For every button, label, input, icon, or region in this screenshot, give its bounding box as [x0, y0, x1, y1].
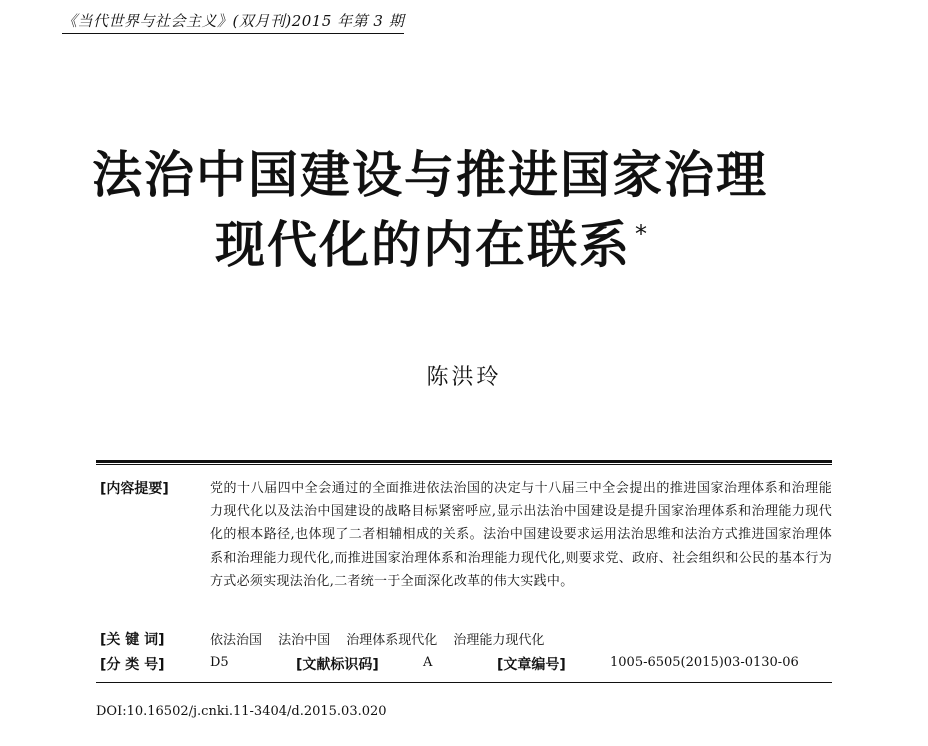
article-number-label: [文章编号]: [497, 657, 566, 673]
classification-value: D5: [210, 655, 229, 670]
article-title-line-1: 法治中国建设与推进国家治理: [92, 146, 768, 204]
classification-label: [分 类 号]: [100, 657, 165, 673]
article-title-line-2: [215, 216, 649, 274]
keywords-label: [关 键 词]: [100, 632, 165, 648]
author-name: 陈洪玲: [426, 365, 502, 390]
abstract-text: 党的十八届四中全会通过的全面推进依法治国的决定与十八届三中全会提出的推进国家治理体系和治理能力现代化以及法治中国建设的战略目标紧密呼应,显示出法治中国建设是提升国家治理体系和治理能力现代化的根本路径,也体现了二者相辅相成的关系。法治中国建设要求运用法治思维和法治方式推进国家治理体系和治理能力现代化,而推进国家治理体系和治理能力现代化,则要求党、政府、社会组织和公民的基本行为方式必须实现法治化,二者统一于全面深化改革的伟大实践中。: [210, 481, 832, 589]
document-code-label: [文献标识码]: [296, 657, 379, 673]
abstract-label: [内容提要]: [100, 481, 169, 497]
journal-header: 《当代世界与社会主义》(双月刊)2015 年第 3 期: [62, 10, 404, 34]
article-number-value: 1005-6505(2015)03-0130-06: [610, 655, 799, 670]
article-title-text: 现代化的内在联系: [215, 216, 631, 274]
document-code-value: A: [423, 655, 433, 670]
abstract-top-rule: [96, 460, 832, 465]
title-footnote-mark: *: [635, 220, 649, 248]
doi-link[interactable]: DOI:10.16502/j.cnki.11-3404/d.2015.03.020: [96, 704, 387, 719]
abstract-bottom-rule: [96, 682, 832, 683]
keywords-text: 依法治国 法治中国 治理体系现代化 治理能力现代化: [210, 633, 545, 648]
